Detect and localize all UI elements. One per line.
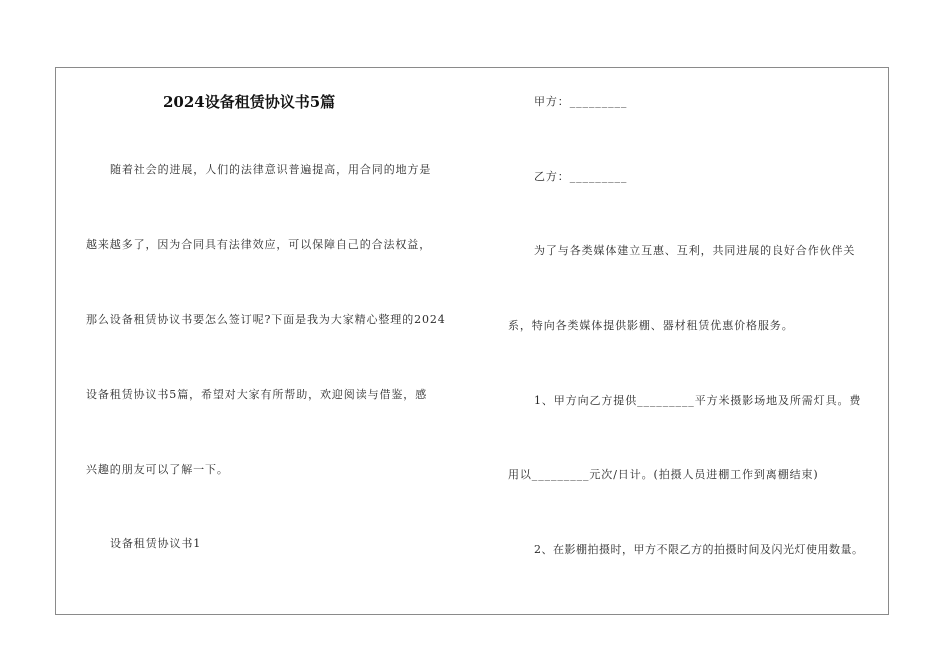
party-a-line: 甲方：_________ — [534, 95, 628, 108]
section-heading-agreement-1: 设备租赁协议书1 — [110, 537, 202, 550]
left-paragraph-line-5: 兴趣的朋友可以了解一下。 — [86, 463, 229, 476]
left-paragraph-line-2: 越来越多了，因为合同具有法律效应，可以保障自己的合法权益， — [86, 238, 432, 251]
right-paragraph-line-1: 为了与各类媒体建立互惠、互利，共同进展的良好合作伙伴关 — [534, 244, 856, 257]
left-paragraph-line-3: 那么设备租赁协议书要怎么签订呢?下面是我为大家精心整理的2024 — [86, 313, 446, 326]
left-paragraph-line-4: 设备租赁协议书5篇，希望对大家有所帮助，欢迎阅读与借鉴，感 — [86, 388, 428, 401]
clause-1-line-2: 用以_________元次/日计。(拍摄人员进棚工作到离棚结束) — [508, 468, 819, 481]
document-title: 2024设备租赁协议书5篇 — [163, 93, 336, 111]
clause-2-line-1: 2、在影棚拍摄时，甲方不限乙方的拍摄时间及闪光灯使用数量。 — [534, 543, 864, 556]
clause-1-line-1: 1、甲方向乙方提供_________平方米摄影场地及所需灯具。费 — [534, 394, 862, 407]
left-paragraph-line-1: 随着社会的进展，人们的法律意识普遍提高，用合同的地方是 — [110, 163, 432, 176]
party-b-line: 乙方：_________ — [534, 170, 628, 183]
document-page — [55, 67, 889, 615]
right-paragraph-line-2: 系，特向各类媒体提供影棚、器材租赁优惠价格服务。 — [508, 319, 794, 332]
